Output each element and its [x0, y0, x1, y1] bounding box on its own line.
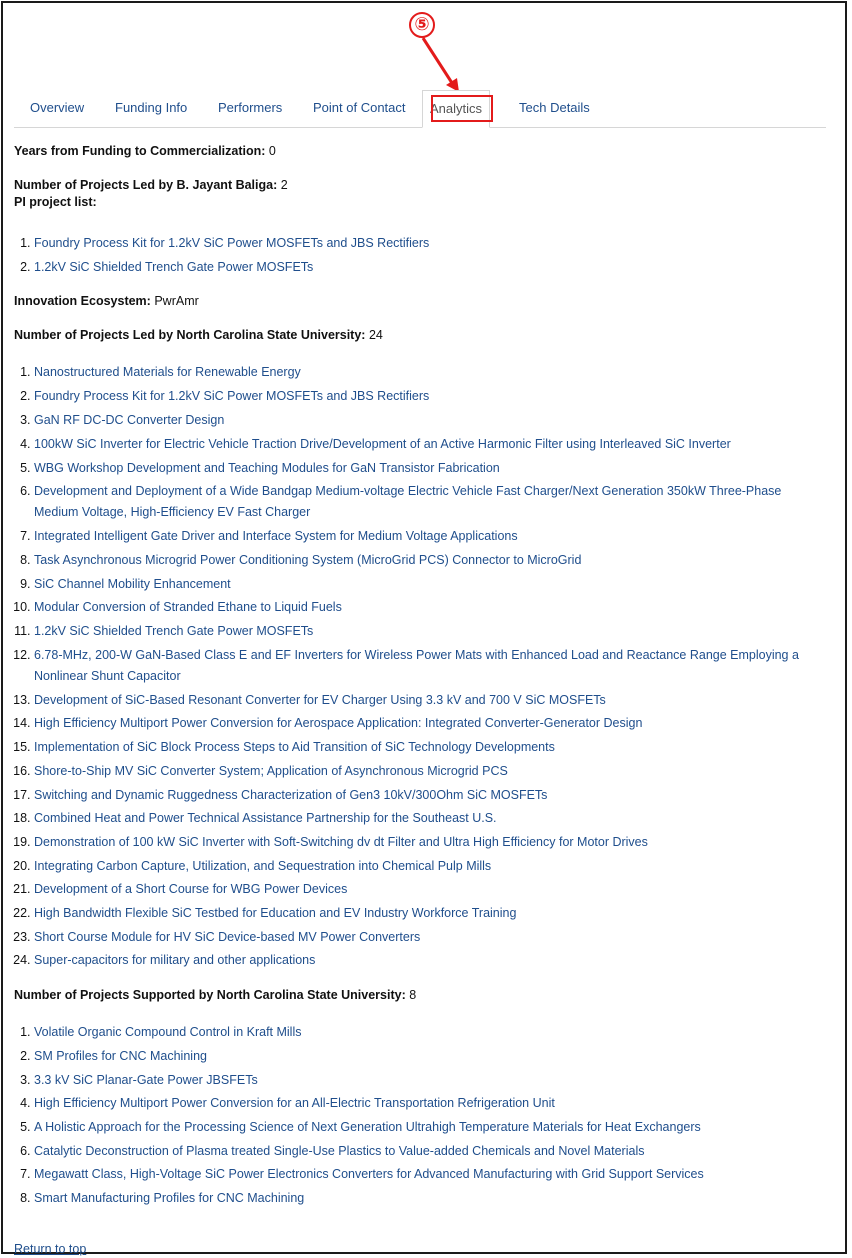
- project-link[interactable]: 1.2kV SiC Shielded Trench Gate Power MOSFETs: [34, 259, 314, 274]
- tab-tech-details[interactable]: Tech Details: [519, 100, 590, 115]
- list-item: [34, 1140, 824, 1164]
- project-link[interactable]: 1.2kV SiC Shielded Trench Gate Power MOSFETs: [34, 624, 314, 639]
- supported-value: 8: [409, 988, 417, 1003]
- project-link[interactable]: SM Profiles for CNC Machining: [34, 1048, 207, 1063]
- list-item: [34, 1069, 824, 1093]
- project-link[interactable]: Integrating Carbon Capture, Utilization, and Sequestration into Chemical Pulp Mills: [34, 858, 492, 873]
- projects-led-count: [14, 327, 824, 344]
- list-item: [34, 855, 824, 879]
- list-item: [34, 433, 824, 457]
- project-link[interactable]: Smart Manufacturing Profiles for CNC Machining: [34, 1191, 305, 1206]
- years-label: Years from Funding to Commercialization:: [14, 144, 266, 158]
- project-link[interactable]: 6.78-MHz, 200-W GaN-Based Class E and EF Inverters for Wireless Power Mats with Enhanced Load and Reactance Range Employing a Nonlinear Shunt Capacitor: [34, 647, 799, 683]
- callout-arrow-icon: [400, 36, 470, 96]
- project-link[interactable]: Foundry Process Kit for 1.2kV SiC Power MOSFETs and JBS Rectifiers: [34, 236, 430, 250]
- list-item: [34, 831, 824, 855]
- pi-projects-value: 2: [280, 178, 288, 192]
- list-item: [34, 361, 824, 385]
- tab-funding-info[interactable]: Funding Info: [115, 100, 188, 115]
- list-item: [34, 409, 824, 433]
- list-item: [34, 949, 824, 973]
- project-link[interactable]: Nanostructured Materials for Renewable Energy: [34, 365, 301, 380]
- tab-overview[interactable]: Overview: [30, 100, 85, 115]
- list-item: [34, 1092, 824, 1116]
- project-link[interactable]: Volatile Organic Compound Control in Kraft Mills: [34, 1025, 302, 1040]
- list-item: [34, 1021, 824, 1045]
- project-link[interactable]: High Bandwidth Flexible SiC Testbed for Education and EV Industry Workforce Training: [34, 906, 517, 921]
- list-item: [34, 457, 824, 481]
- led-project-list: [14, 361, 824, 973]
- list-item: [34, 712, 824, 736]
- project-link[interactable]: Megawatt Class, High-Voltage SiC Power Electronics Converters for Advanced Manufacturing with Grid Support Services: [34, 1167, 704, 1182]
- project-link[interactable]: Switching and Dynamic Ruggedness Characterization of Gen3 10kV/300Ohm SiC MOSFETs: [34, 787, 548, 802]
- list-item: [34, 878, 824, 902]
- project-link[interactable]: Foundry Process Kit for 1.2kV SiC Power MOSFETs and JBS Rectifiers: [34, 389, 430, 404]
- analytics-tab-highlight: [431, 95, 493, 122]
- list-item: [34, 1045, 824, 1069]
- project-link[interactable]: A Holistic Approach for the Processing Science of Next Generation Ultrahigh Temperature Materials for Heat Exchangers: [34, 1119, 701, 1134]
- project-link[interactable]: Task Asynchronous Microgrid Power Conditioning System (MicroGrid PCS) Connector to MicroGrid: [34, 552, 582, 567]
- list-item: [34, 644, 824, 689]
- innovation-ecosystem: [14, 293, 824, 310]
- tab-performers[interactable]: Performers: [218, 100, 283, 115]
- analytics-panel: [14, 143, 824, 1258]
- project-link[interactable]: Integrated Intelligent Gate Driver and Interface System for Medium Voltage Applications: [34, 529, 518, 544]
- list-item: [34, 760, 824, 784]
- supported-label: Number of Projects Supported by North Carolina State University:: [14, 988, 406, 1003]
- pi-list-label: PI project list:: [14, 195, 97, 209]
- project-link[interactable]: Catalytic Deconstruction of Plasma treated Single-Use Plastics to Value-added Chemicals and Novel Materials: [34, 1143, 645, 1158]
- list-item: [34, 256, 824, 280]
- list-item: [34, 596, 824, 620]
- project-link[interactable]: Development of SiC-Based Resonant Converter for EV Charger Using 3.3 kV and 700 V SiC MOSFETs: [34, 692, 606, 707]
- project-link[interactable]: 3.3 kV SiC Planar-Gate Power JBSFETs: [34, 1072, 258, 1087]
- list-item: [34, 807, 824, 831]
- project-link[interactable]: 100kW SiC Inverter for Electric Vehicle Traction Drive/Development of an Active Harmonic Filter using Interleaved SiC Inverter: [34, 436, 731, 451]
- ecosystem-value: PwrAmr: [154, 294, 199, 309]
- pi-projects-label: Number of Projects Led by B. Jayant Baliga:: [14, 178, 278, 192]
- project-link[interactable]: Modular Conversion of Stranded Ethane to Liquid Fuels: [34, 600, 342, 615]
- list-item: [34, 902, 824, 926]
- project-link[interactable]: High Efficiency Multiport Power Conversion for an All-Electric Transportation Refrigeration Unit: [34, 1096, 555, 1111]
- project-link[interactable]: Demonstration of 100 kW SiC Inverter with Soft-Switching dv dt Filter and Ultra High Efficiency for Motor Drives: [34, 834, 648, 849]
- list-item: [34, 480, 824, 525]
- tab-point-of-contact[interactable]: Point of Contact: [313, 100, 406, 115]
- project-link[interactable]: Combined Heat and Power Technical Assistance Partnership for the Southeast U.S.: [34, 811, 497, 826]
- led-value: 24: [368, 328, 383, 343]
- years-value: 0: [268, 144, 276, 158]
- project-link[interactable]: Development and Deployment of a Wide Bandgap Medium-voltage Electric Vehicle Fast Charger/Next Generation 350kW Three-Phase Medium Voltage, High-Efficiency EV Fast Charger: [34, 484, 782, 520]
- list-item: [34, 1187, 824, 1211]
- list-item: [34, 549, 824, 573]
- list-item: [34, 525, 824, 549]
- project-link[interactable]: GaN RF DC-DC Converter Design: [34, 412, 225, 427]
- years-to-commercialization: [14, 143, 824, 160]
- list-item: [34, 736, 824, 760]
- project-link[interactable]: Development of a Short Course for WBG Power Devices: [34, 882, 348, 897]
- project-link[interactable]: Short Course Module for HV SiC Device-based MV Power Converters: [34, 929, 421, 944]
- list-item: [34, 385, 824, 409]
- project-link[interactable]: High Efficiency Multiport Power Conversion for Aerospace Application: Integrated Converter-Generator Design: [34, 716, 643, 731]
- return-to-top-link[interactable]: Return to top: [14, 1241, 87, 1256]
- supported-project-list: [14, 1021, 824, 1211]
- pi-project-count: [14, 177, 824, 194]
- list-item: [34, 1116, 824, 1140]
- led-label: Number of Projects Led by North Carolina State University:: [14, 328, 366, 343]
- pi-project-list-heading: [14, 194, 824, 211]
- list-item: [34, 784, 824, 808]
- project-link[interactable]: SiC Channel Mobility Enhancement: [34, 576, 231, 591]
- tab-bar: [14, 90, 826, 128]
- project-link[interactable]: Super-capacitors for military and other applications: [34, 953, 316, 968]
- project-link[interactable]: WBG Workshop Development and Teaching Modules for GaN Transistor Fabrication: [34, 460, 500, 475]
- pi-project-list: [14, 232, 824, 279]
- tab-analytics[interactable]: Analytics: [422, 90, 490, 128]
- callout-number-badge: ⑤: [409, 12, 435, 38]
- list-item: [34, 620, 824, 644]
- list-item: [34, 926, 824, 950]
- list-item: [34, 232, 824, 256]
- list-item: [34, 1163, 824, 1187]
- project-link[interactable]: Shore-to-Ship MV SiC Converter System; Application of Asynchronous Microgrid PCS: [34, 763, 508, 778]
- projects-supported-count: [14, 987, 824, 1004]
- project-link[interactable]: Implementation of SiC Block Process Steps to Aid Transition of SiC Technology Developments: [34, 740, 555, 755]
- list-item: [34, 573, 824, 597]
- ecosystem-label: Innovation Ecosystem:: [14, 294, 151, 309]
- list-item: [34, 689, 824, 713]
